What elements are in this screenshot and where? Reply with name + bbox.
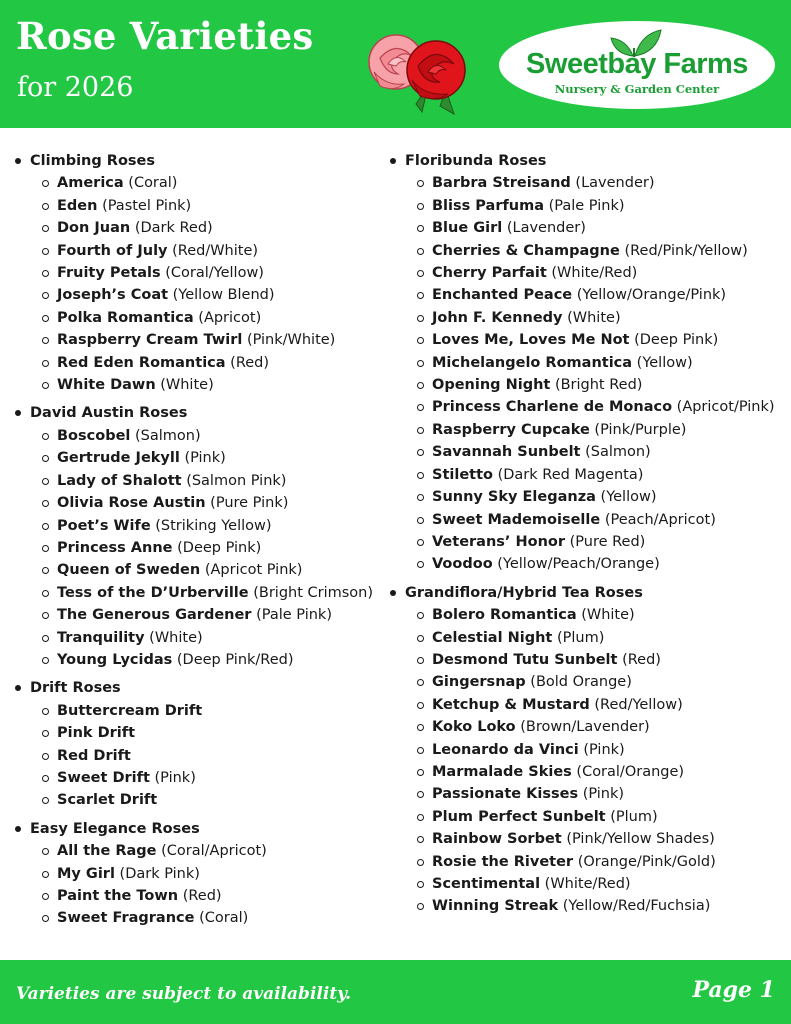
list-item	[389, 851, 789, 873]
variety-color: (White)	[160, 377, 214, 394]
variety-color: (Apricot)	[198, 309, 262, 326]
variety-name: Rosie the Riveter	[432, 853, 574, 870]
rose-illustration-icon	[358, 20, 478, 116]
variety-color: (Coral)	[128, 175, 178, 192]
list-item	[389, 329, 789, 351]
list-item	[14, 885, 384, 907]
variety-name: Tess of the D’Urberville	[57, 584, 249, 601]
variety-name: Veterans’ Honor	[432, 533, 566, 550]
variety-name: My Girl	[57, 865, 115, 882]
list-item	[14, 195, 384, 217]
variety-color: (Salmon)	[585, 444, 651, 461]
variety-name: America	[57, 175, 124, 192]
list-item	[389, 531, 789, 553]
variety-name: Barbra Streisand	[432, 175, 571, 192]
variety-name: Queen of Sweden	[57, 562, 201, 579]
variety-color: (Red/Yellow)	[594, 696, 683, 713]
variety-name: Cherries & Champagne	[432, 242, 620, 259]
variety-name: Raspberry Cream Twirl	[57, 332, 243, 349]
variety-name: Red Drift	[57, 747, 131, 764]
variety-name: Polka Romantica	[57, 309, 194, 326]
rose-category	[389, 582, 789, 918]
list-item	[14, 352, 384, 374]
variety-name: Cherry Parfait	[432, 265, 547, 282]
variety-color: (Bright Crimson)	[253, 584, 374, 601]
category-title: Grandiflora/Hybrid Tea Roses	[389, 582, 789, 604]
variety-color: (White)	[149, 629, 203, 646]
list-item	[389, 761, 789, 783]
page-title: Rose Varieties	[16, 14, 314, 58]
page-number: Page 1	[692, 977, 775, 1003]
variety-color: (Apricot/Pink)	[676, 399, 775, 416]
variety-color: (Bright Red)	[554, 377, 643, 394]
list-item	[389, 441, 789, 463]
list-item	[14, 863, 384, 885]
variety-name: Leonardo da Vinci	[432, 741, 579, 758]
list-item	[389, 627, 789, 649]
variety-name: Lady of Shalott	[57, 472, 182, 489]
list-item	[14, 582, 384, 604]
variety-name: Passionate Kisses	[432, 786, 579, 803]
list-item	[389, 486, 789, 508]
variety-name: Winning Streak	[432, 898, 559, 915]
list-item	[14, 907, 384, 929]
list-item	[14, 745, 384, 767]
variety-color: (Striking Yellow)	[155, 517, 272, 534]
variety-color: (Pastel Pink)	[102, 197, 192, 214]
variety-name: Red Eden Romantica	[57, 354, 226, 371]
logo-tagline: Nursery & Garden Center	[554, 82, 720, 96]
variety-name: Opening Night	[432, 377, 551, 394]
list-item	[389, 396, 789, 418]
rose-category	[14, 150, 384, 396]
list-item	[14, 537, 384, 559]
list-item	[14, 649, 384, 671]
list-item	[14, 329, 384, 351]
variety-color: (Yellow)	[636, 354, 693, 371]
variety-color: (Pink/White)	[246, 332, 336, 349]
variety-color: (Pale Pink)	[548, 197, 625, 214]
variety-name: Marmalade Skies	[432, 763, 572, 780]
variety-name: Olivia Rose Austin	[57, 495, 206, 512]
variety-name: Poet’s Wife	[57, 517, 151, 534]
variety-list	[14, 172, 384, 396]
variety-color: (Brown/Lavender)	[520, 719, 650, 736]
category-title: Drift Roses	[14, 677, 384, 699]
rose-category	[389, 150, 789, 576]
list-item	[389, 509, 789, 531]
variety-color: (Dark Red)	[134, 220, 213, 237]
rose-category	[14, 677, 384, 811]
list-item	[389, 895, 789, 917]
variety-name: Stiletto	[432, 466, 493, 483]
variety-list	[389, 604, 789, 918]
variety-color: (Pink/Yellow Shades)	[566, 831, 715, 848]
variety-name: Joseph’s Coat	[57, 287, 169, 304]
list-item	[14, 559, 384, 581]
brand-logo	[499, 21, 775, 109]
variety-name: Fourth of July	[57, 242, 168, 259]
right-column	[389, 150, 789, 924]
list-item	[389, 217, 789, 239]
variety-color: (Dark Red Magenta)	[497, 466, 644, 483]
variety-color: (Yellow/Orange/Pink)	[576, 287, 727, 304]
variety-color: (Yellow/Red/Fuchsia)	[562, 898, 711, 915]
list-item	[389, 553, 789, 575]
variety-name: Sweet Drift	[57, 769, 150, 786]
variety-color: (Pink)	[184, 450, 226, 467]
variety-name: Bliss Parfuma	[432, 197, 544, 214]
variety-color: (White)	[567, 309, 621, 326]
variety-name: Bolero Romantica	[432, 607, 577, 624]
variety-color: (Coral/Orange)	[576, 763, 685, 780]
variety-name: Don Juan	[57, 220, 131, 237]
variety-color: (Red/Pink/Yellow)	[624, 242, 748, 259]
variety-color: (Coral/Apricot)	[161, 843, 267, 860]
variety-color: (Pink)	[583, 741, 625, 758]
variety-name: Sweet Fragrance	[57, 910, 195, 927]
variety-color: (Pink/Purple)	[594, 421, 687, 438]
left-column	[14, 150, 384, 936]
list-item	[14, 284, 384, 306]
list-item	[389, 806, 789, 828]
list-item	[14, 262, 384, 284]
variety-color: (Deep Pink)	[177, 539, 262, 556]
variety-name: Paint the Town	[57, 888, 179, 904]
variety-name: Gingersnap	[432, 674, 526, 691]
list-item	[389, 828, 789, 850]
variety-color: (Pink)	[582, 786, 625, 803]
variety-name: Young Lycidas	[57, 651, 173, 668]
variety-name: Fruity Petals	[57, 265, 161, 282]
list-item	[389, 195, 789, 217]
list-item	[389, 284, 789, 306]
variety-name: Eden	[57, 197, 98, 214]
variety-name: Desmond Tutu Sunbelt	[432, 651, 618, 668]
variety-name: Loves Me, Loves Me Not	[432, 332, 630, 349]
list-item	[389, 352, 789, 374]
list-item	[389, 262, 789, 284]
list-item	[14, 374, 384, 396]
variety-color: (Red)	[230, 354, 270, 371]
variety-color: (Salmon)	[135, 427, 201, 444]
list-item	[389, 172, 789, 194]
page-subtitle: for 2026	[17, 72, 134, 103]
category-title: Climbing Roses	[14, 150, 384, 172]
variety-color: (Bold Orange)	[530, 674, 632, 691]
variety-color: (Salmon Pink)	[186, 472, 287, 489]
variety-color: (Red)	[182, 888, 222, 904]
variety-color: (Orange/Pink/Gold)	[577, 853, 716, 870]
list-item	[389, 604, 789, 626]
variety-name: Princess Charlene de Monaco	[432, 399, 673, 416]
list-item	[14, 722, 384, 744]
variety-color: (Dark Pink)	[119, 865, 200, 882]
header-banner	[0, 0, 791, 128]
variety-color: (Pure Red)	[569, 533, 646, 550]
variety-color: (Coral/Yellow)	[165, 265, 264, 282]
variety-color: (Yellow Blend)	[172, 287, 275, 304]
variety-name: Ketchup & Mustard	[432, 696, 590, 713]
variety-color: (White/Red)	[551, 265, 638, 282]
list-item	[389, 716, 789, 738]
variety-name: Sunny Sky Eleganza	[432, 489, 596, 506]
variety-list	[389, 172, 789, 575]
list-item	[14, 700, 384, 722]
variety-name: Raspberry Cupcake	[432, 421, 590, 438]
list-item	[389, 671, 789, 693]
variety-name: All the Rage	[57, 843, 157, 860]
variety-name: Tranquility	[57, 629, 145, 646]
rose-category	[14, 818, 384, 930]
variety-name: Plum Perfect Sunbelt	[432, 808, 606, 825]
list-item	[389, 694, 789, 716]
list-item	[14, 240, 384, 262]
variety-name: Scarlet Drift	[57, 792, 158, 809]
list-item	[14, 789, 384, 811]
list-item	[14, 470, 384, 492]
variety-name: Enchanted Peace	[432, 287, 573, 304]
list-item	[14, 515, 384, 537]
variety-name: John F. Kennedy	[432, 309, 563, 326]
variety-color: (Apricot Pink)	[204, 562, 303, 579]
footer-banner	[0, 960, 791, 1024]
list-item	[14, 840, 384, 862]
variety-color: (Lavender)	[575, 175, 655, 192]
category-title: Floribunda Roses	[389, 150, 789, 172]
list-item	[14, 492, 384, 514]
variety-name: Scentimental	[432, 876, 541, 892]
variety-list	[14, 425, 384, 671]
variety-name: Voodoo	[432, 556, 493, 573]
variety-color: (Deep Pink/Red)	[176, 651, 294, 668]
variety-name: White Dawn	[57, 377, 156, 394]
list-item	[14, 307, 384, 329]
variety-color: (Coral)	[199, 910, 249, 927]
list-item	[389, 649, 789, 671]
variety-color: (Pure Pink)	[210, 495, 289, 512]
list-item	[389, 419, 789, 441]
variety-name: Michelangelo Romantica	[432, 354, 633, 371]
variety-color: (Pink)	[154, 769, 196, 786]
variety-color: (Red)	[622, 651, 661, 668]
variety-list	[14, 700, 384, 812]
list-item	[389, 307, 789, 329]
list-item	[14, 604, 384, 626]
variety-name: Gertrude Jekyll	[57, 450, 180, 467]
list-item	[389, 240, 789, 262]
variety-color: (Plum)	[610, 808, 658, 825]
list-item	[14, 767, 384, 789]
variety-color: (White/Red)	[544, 876, 631, 892]
variety-name: Buttercream Drift	[57, 702, 203, 719]
variety-color: (Lavender)	[506, 220, 586, 237]
list-item	[389, 374, 789, 396]
variety-name: Rainbow Sorbet	[432, 831, 562, 848]
variety-color: (Peach/Apricot)	[604, 511, 716, 528]
variety-list	[14, 840, 384, 930]
variety-color: (Pale Pink)	[256, 607, 332, 624]
list-item	[14, 172, 384, 194]
variety-color: (Yellow)	[600, 489, 657, 506]
availability-note: Varieties are subject to availability.	[16, 984, 352, 1004]
variety-name: Boscobel	[57, 427, 131, 444]
list-item	[389, 873, 789, 895]
rose-category	[14, 402, 384, 671]
variety-name: The Generous Gardener	[57, 607, 252, 624]
variety-name: Princess Anne	[57, 539, 173, 556]
category-title: David Austin Roses	[14, 402, 384, 424]
list-item	[14, 425, 384, 447]
list-item	[14, 447, 384, 469]
variety-name: Pink Drift	[57, 725, 136, 742]
list-item	[14, 627, 384, 649]
list-item	[389, 783, 789, 805]
variety-name: Blue Girl	[432, 220, 503, 237]
logo-name: Sweetbay Farms	[526, 48, 748, 80]
variety-name: Koko Loko	[432, 719, 516, 736]
variety-name: Sweet Mademoiselle	[432, 511, 601, 528]
variety-color: (Yellow/Peach/Orange)	[497, 556, 660, 573]
list-item	[389, 464, 789, 486]
variety-name: Celestial Night	[432, 629, 553, 646]
variety-color: (Plum)	[556, 629, 605, 646]
list-item	[389, 739, 789, 761]
list-item	[14, 217, 384, 239]
variety-color: (Deep Pink)	[634, 332, 719, 349]
variety-color: (White)	[581, 607, 635, 624]
variety-color: (Red/White)	[172, 242, 259, 259]
variety-name: Savannah Sunbelt	[432, 444, 581, 461]
category-title: Easy Elegance Roses	[14, 818, 384, 840]
